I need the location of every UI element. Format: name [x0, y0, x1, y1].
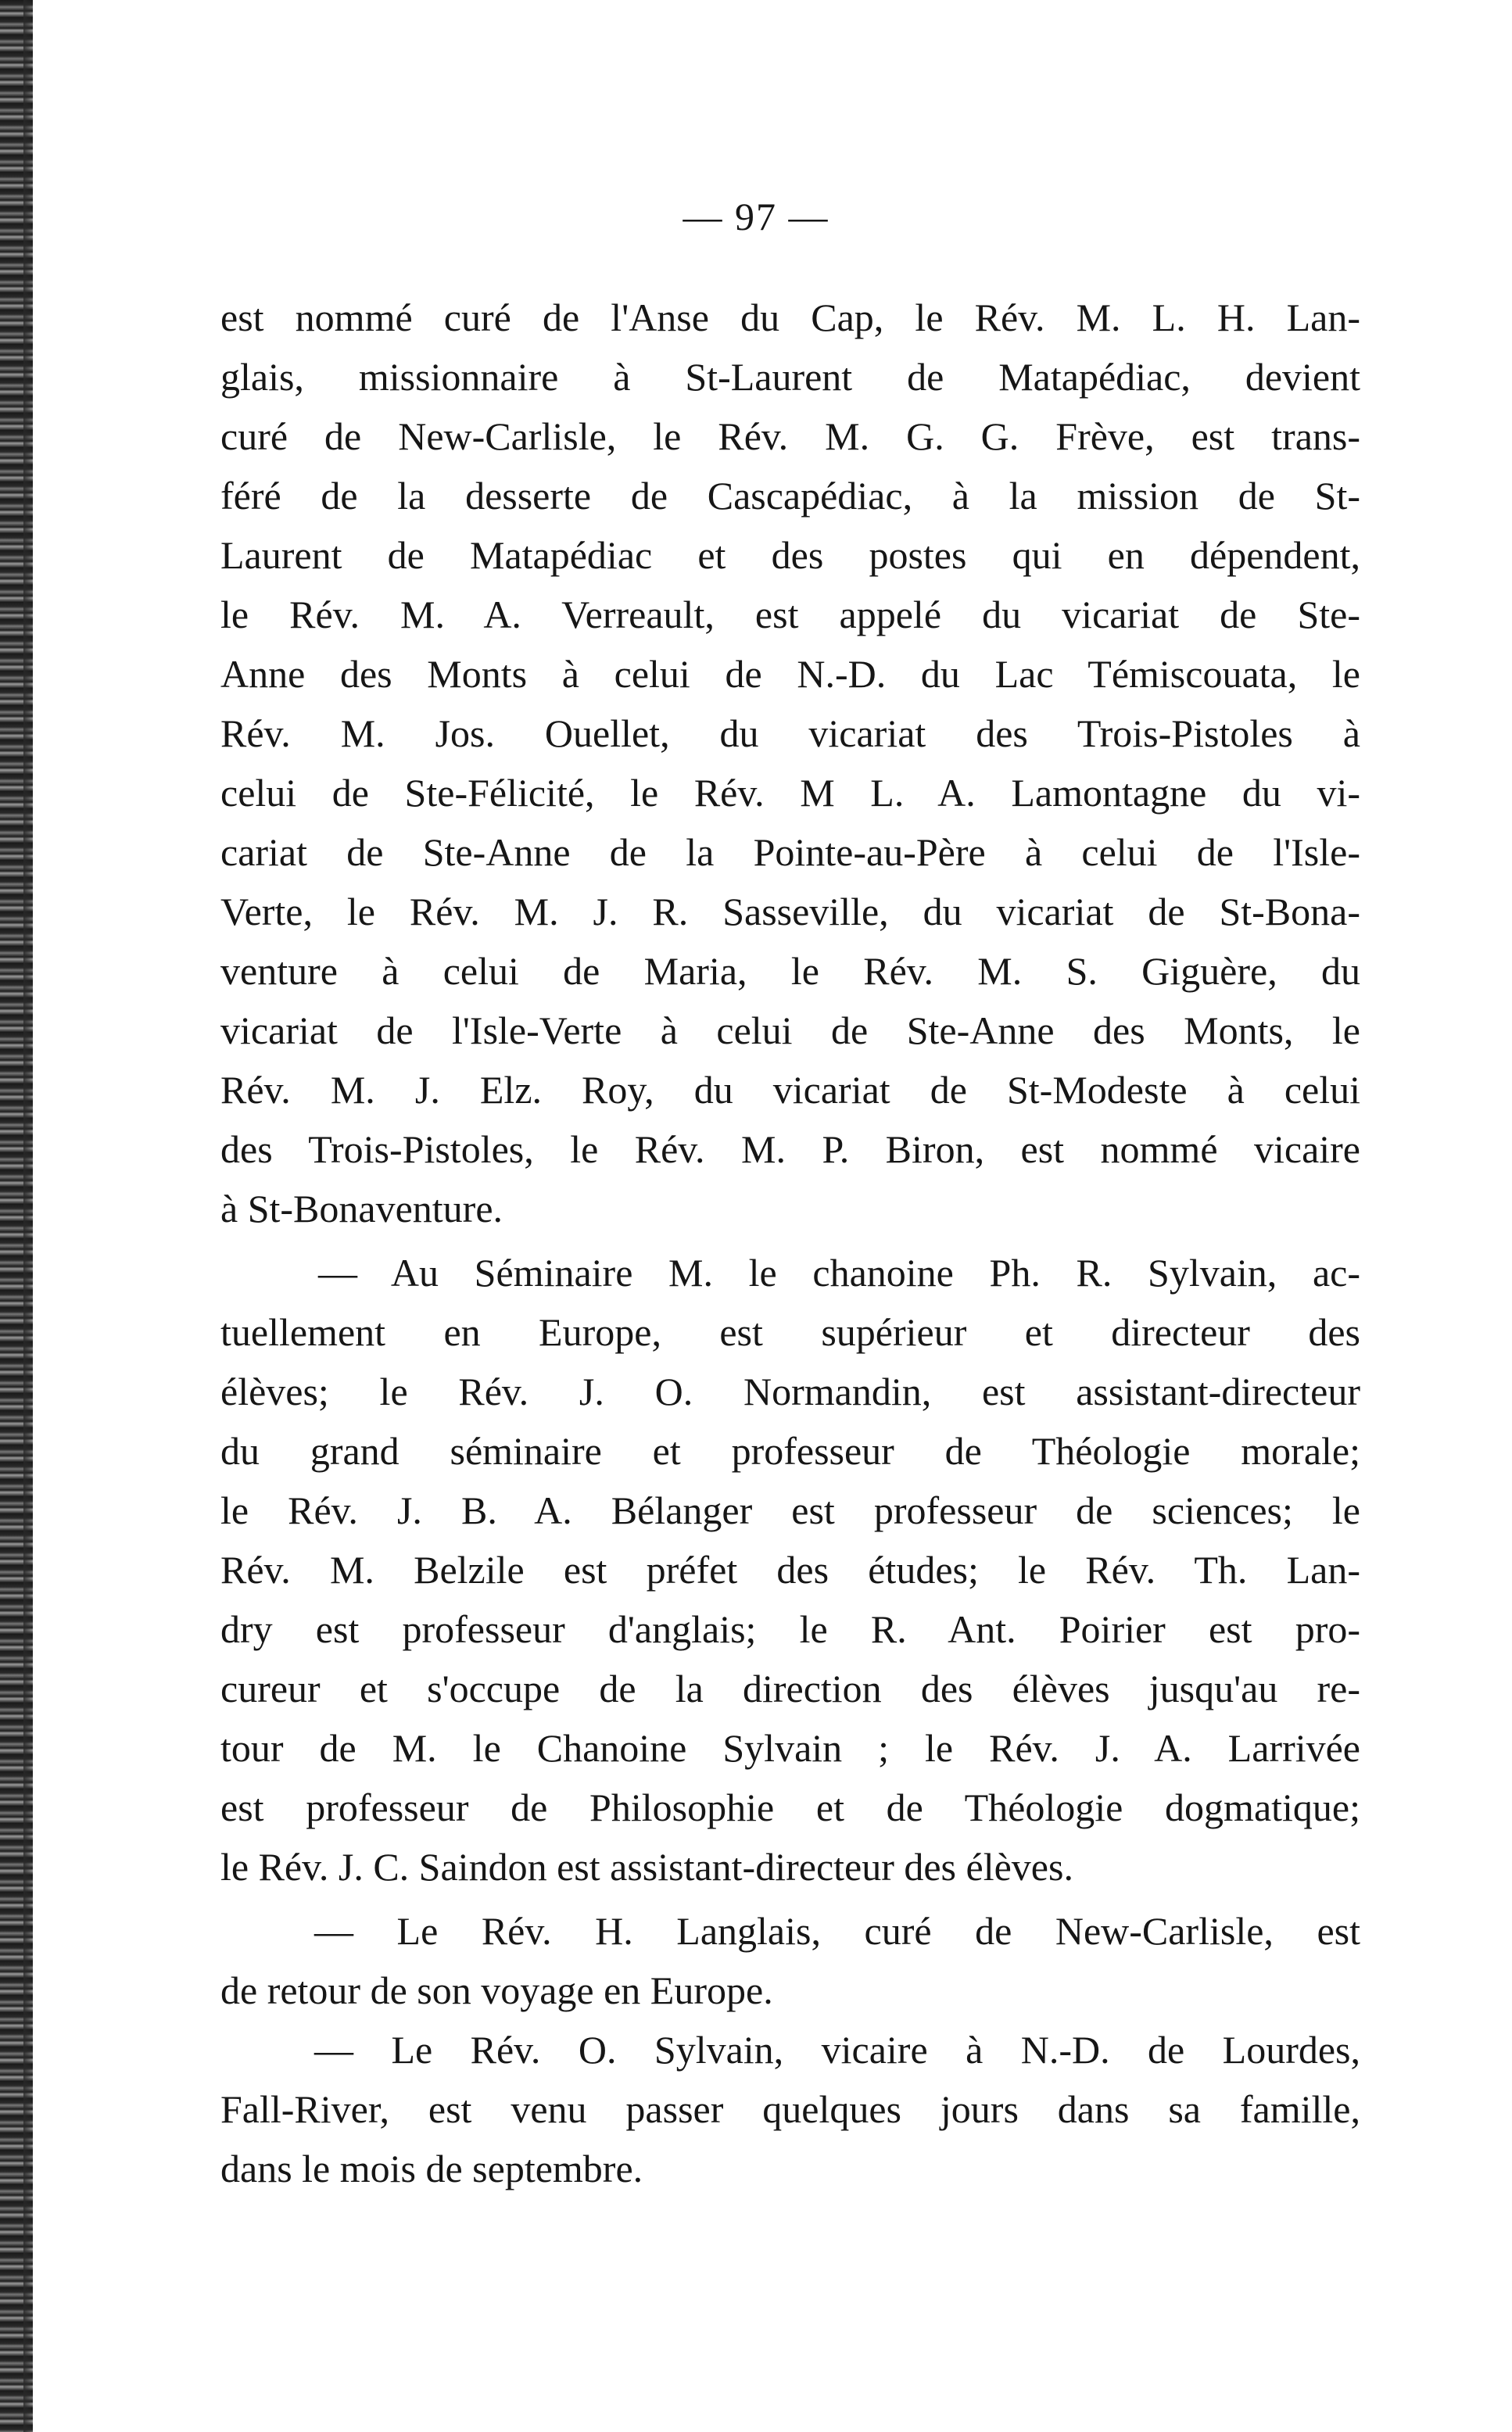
text-line: celui de Ste-Félicité, le Rév. M L. A. Lamontagne du vi-: [220, 771, 1360, 815]
text-line: — Au Séminaire M. le chanoine Ph. R. Sylvain, ac-: [318, 1251, 1360, 1295]
text-line: de retour de son voyage en Europe.: [220, 1968, 773, 2012]
text-line: — Le Rév. H. Langlais, curé de New-Carlisle, est: [314, 1909, 1360, 1953]
text-line: cureur et s'occupe de la direction des élèves jusqu'au re-: [220, 1667, 1360, 1710]
paragraph-langlais-return: [220, 1901, 1360, 2020]
text-line: le Rév. J. C. Saindon est assistant-directeur des élèves.: [220, 1845, 1073, 1889]
text-line: des Trois-Pistoles, le Rév. M. P. Biron, est nommé vicaire: [220, 1127, 1360, 1171]
text-line: le Rév. M. A. Verreault, est appelé du vicariat de Ste-: [220, 593, 1360, 636]
text-line: dans le mois de septembre.: [220, 2147, 643, 2190]
text-line: Rév. M. J. Elz. Roy, du vicariat de St-Modeste à celui: [220, 1068, 1360, 1112]
text-line: curé de New-Carlisle, le Rév. M. G. G. Frève, est trans-: [220, 414, 1360, 458]
text-line: — Le Rév. O. Sylvain, vicaire à N.-D. de Lourdes,: [314, 2028, 1360, 2072]
text-line: Verte, le Rév. M. J. R. Sasseville, du vicariat de St-Bona-: [220, 890, 1360, 933]
text-line: le Rév. J. B. A. Bélanger est professeur de sciences; le: [220, 1488, 1360, 1532]
text-line: Rév. M. Jos. Ouellet, du vicariat des Trois-Pistoles à: [220, 711, 1360, 755]
text-line: du grand séminaire et professeur de Théologie morale;: [220, 1429, 1360, 1473]
text-line: à St-Bonaventure.: [220, 1187, 503, 1230]
text-line: Fall-River, est venu passer quelques jours dans sa famille,: [220, 2087, 1360, 2131]
text-line: est nommé curé de l'Anse du Cap, le Rév. M. L. H. Lan-: [220, 295, 1360, 339]
page-body-text: [220, 288, 1360, 2198]
text-line: tuellement en Europe, est supérieur et directeur des: [220, 1310, 1360, 1354]
text-line: cariat de Ste-Anne de la Pointe-au-Père à celui de l'Isle-: [220, 830, 1360, 874]
paragraph-sylvain-visit: [220, 2020, 1360, 2198]
text-line: Anne des Monts à celui de N.-D. du Lac Témiscouata, le: [220, 652, 1360, 696]
text-line: glais, missionnaire à St-Laurent de Matapédiac, devient: [220, 355, 1360, 399]
text-line: dry est professeur d'anglais; le R. Ant. Poirier est pro-: [220, 1607, 1360, 1651]
text-line: Rév. M. Belzile est préfet des études; le Rév. Th. Lan-: [220, 1548, 1360, 1592]
text-line: est professeur de Philosophie et de Théologie dogmatique;: [220, 1785, 1360, 1829]
page-number: — 97 —: [683, 195, 829, 238]
text-line: tour de M. le Chanoine Sylvain ; le Rév. J. A. Larrivée: [220, 1726, 1360, 1770]
text-line: vicariat de l'Isle-Verte à celui de Ste-Anne des Monts, le: [220, 1008, 1360, 1052]
text-line: venture à celui de Maria, le Rév. M. S. Giguère, du: [220, 949, 1360, 993]
text-line: élèves; le Rév. J. O. Normandin, est assistant-directeur: [220, 1370, 1360, 1413]
book-binding-edge: [0, 0, 33, 2432]
paragraph-appointments: [220, 288, 1360, 1238]
text-line: Laurent de Matapédiac et des postes qui en dépendent,: [220, 533, 1360, 577]
text-line: féré de la desserte de Cascapédiac, à la mission de St-: [220, 474, 1360, 518]
paragraph-seminary: [220, 1243, 1360, 1897]
